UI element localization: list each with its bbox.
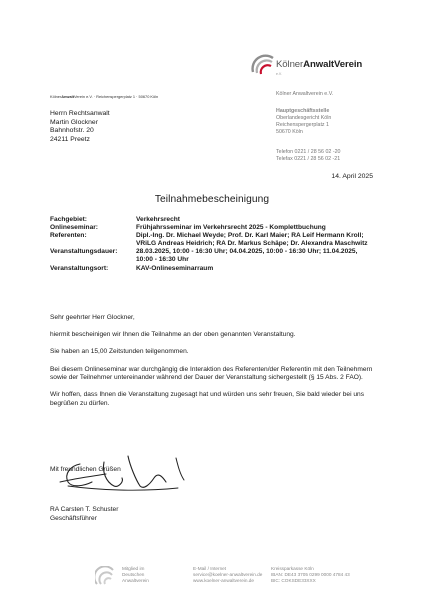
detail-value: 28.03.2025, 10:00 - 16:30 Uhr; 04.04.2025, 10:00 - 16:30 Uhr; 11.04.2025, 10:00 - 16:30 Uhr <box>136 248 358 264</box>
letter-date: 14. April 2025 <box>331 173 373 180</box>
detail-row <box>50 265 376 273</box>
detail-label: Veranstaltungsdauer: <box>50 248 118 256</box>
detail-label: Referenten: <box>50 232 87 240</box>
detail-value: Verkehrsrecht <box>136 216 180 223</box>
event-details <box>50 216 376 273</box>
body-paragraph: Bei diesem Onlineseminar war durchgängig die Interaktion des Referenten/der Referentin mit den Teilnehmern sowie der Teilnehmer untereinander während der Dauer der Veranstaltung sichergestellt (§ 15 Abs. 2 FAO). <box>50 365 373 382</box>
signer-block <box>50 506 118 523</box>
footer-line: Kreissparkasse Köln <box>271 566 314 571</box>
logo-suffix: e.V. <box>276 72 282 76</box>
dav-member-icon <box>95 566 115 586</box>
body-paragraph: Wir hoffen, dass Ihnen die Veranstaltung zugesagt hat und würden uns sehr freuen, Sie bald wieder bei uns begrüßen zu dürfen. <box>50 391 365 407</box>
phone: Telefon 0221 / 28 56 02 -20 <box>276 149 341 155</box>
signer-name: RA Carsten T. Schuster <box>50 506 119 513</box>
closing-phrase: Mit freundlichen Grüßen <box>50 466 121 473</box>
document-title: Teilnahmebescheinigung <box>154 194 270 205</box>
footer-email-link[interactable]: service@koelner-anwaltverein.de <box>193 572 263 578</box>
office-line: Reichenspergerplatz 1 <box>276 122 329 129</box>
logo-arcs-icon <box>250 50 276 76</box>
recipient-line: Herrn Rechtsanwalt <box>50 110 110 117</box>
office-line: Oberlandesgericht Köln <box>276 115 332 122</box>
recipient-line: 24211 Preetz <box>50 135 90 143</box>
recipient-address <box>50 110 110 144</box>
recipient-line: Bahnhofstr. 20 <box>50 127 94 135</box>
detail-row <box>50 248 376 264</box>
detail-row <box>50 224 376 232</box>
office-line: 50670 Köln <box>276 129 303 136</box>
footer-line: E-Mail / Internet <box>193 566 227 571</box>
detail-label: Veranstaltungsort: <box>50 264 109 272</box>
detail-row <box>50 216 376 224</box>
footer-line: Deutschen <box>122 572 145 578</box>
footer-line: IBAN: DE43 3705 0299 0000 4784 43 <box>271 572 350 578</box>
footer-line: Anwaltverein <box>122 578 149 584</box>
office-heading: Hauptgeschäftsstelle <box>276 108 330 114</box>
letter-body <box>50 314 376 417</box>
detail-value: KAV-Onlineseminarraum <box>136 264 214 272</box>
detail-label: Onlineseminar: <box>50 224 99 232</box>
footer-contact <box>193 566 262 585</box>
office-address <box>276 108 331 136</box>
detail-value: Frühjahrsseminar im Verkehrsrecht 2025 - Komplettbuchung <box>136 224 326 232</box>
body-paragraph: hiermit bescheinigen wir Ihnen die Teilnahme an der oben genannten Veranstaltung. <box>50 331 296 339</box>
footer-line: BIC: COKSDE33XXX <box>271 578 316 584</box>
recipient-line: Martin Glockner <box>50 118 98 126</box>
fax: Telefax 0221 / 28 56 02 -21 <box>276 156 341 163</box>
signer-role: Geschäftsführer <box>50 514 97 522</box>
detail-label: Fachgebiet: <box>50 216 88 223</box>
detail-value: Dipl.-Ing. Dr. Michael Weyde; Prof. Dr. Karl Maier; RA Leif Hermann Kroll; VRiLG Andreas Heidrich; RA Dr. Markus Schäpe; Dr. Alexandra Maschwitz <box>136 232 368 248</box>
sender-line: KölnerAnwaltVerein e.V. · Reichenspergerplatz 1 · 50670 Köln <box>50 94 159 99</box>
footer-line: Mitglied im <box>122 566 145 571</box>
contact-numbers <box>276 149 341 163</box>
kav-logo <box>250 50 380 82</box>
detail-row <box>50 232 376 248</box>
org-name: Kölner Anwaltverein e.V. <box>276 91 334 97</box>
body-paragraph: Sie haben an 15,00 Zeitstunden teilgenommen. <box>50 348 189 356</box>
logo-wordmark: KölnerAnwaltVerein <box>276 59 363 70</box>
footer-bank <box>271 566 350 585</box>
footer-membership <box>122 566 149 585</box>
salutation: Sehr geehrter Herr Glockner, <box>50 314 135 321</box>
handwritten-signature <box>58 452 198 500</box>
footer-website-link[interactable]: www.koelner-anwaltverein.de <box>193 578 254 584</box>
